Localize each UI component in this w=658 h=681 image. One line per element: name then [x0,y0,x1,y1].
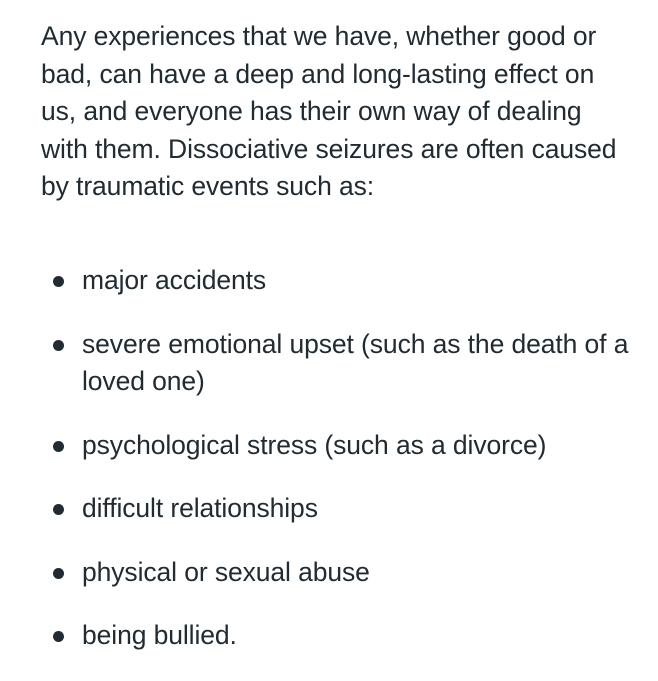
list-item [41,326,631,401]
list-item-label: major accidents [82,265,267,295]
list-item [41,427,631,465]
bullet-icon [53,276,64,287]
bullet-icon [53,568,64,579]
list-item-label: difficult relationships [82,493,318,523]
article-content [41,18,631,650]
list-item-label: severe emotional upset (such as the death of a loved one) [82,328,629,396]
list-item [41,554,631,592]
bullet-icon [53,631,64,642]
bullet-icon [53,340,64,351]
list-item [41,262,631,300]
bullet-icon [53,504,64,515]
causes-list [41,262,631,681]
list-item [41,490,631,528]
list-item-label: physical or sexual abuse [82,556,370,587]
bullet-icon [53,441,64,452]
intro-paragraph: Any experiences that we have, whether good or bad, can have a deep and long-lasting effect on us, and everyone has their own way of dealing with them. Dissociative seizures are often caused by traumatic events such as: [41,21,617,201]
list-item-label: being bullied. [82,620,237,650]
list-item [41,617,631,655]
list-item-label: psychological stress (such as a divorce) [82,429,547,460]
